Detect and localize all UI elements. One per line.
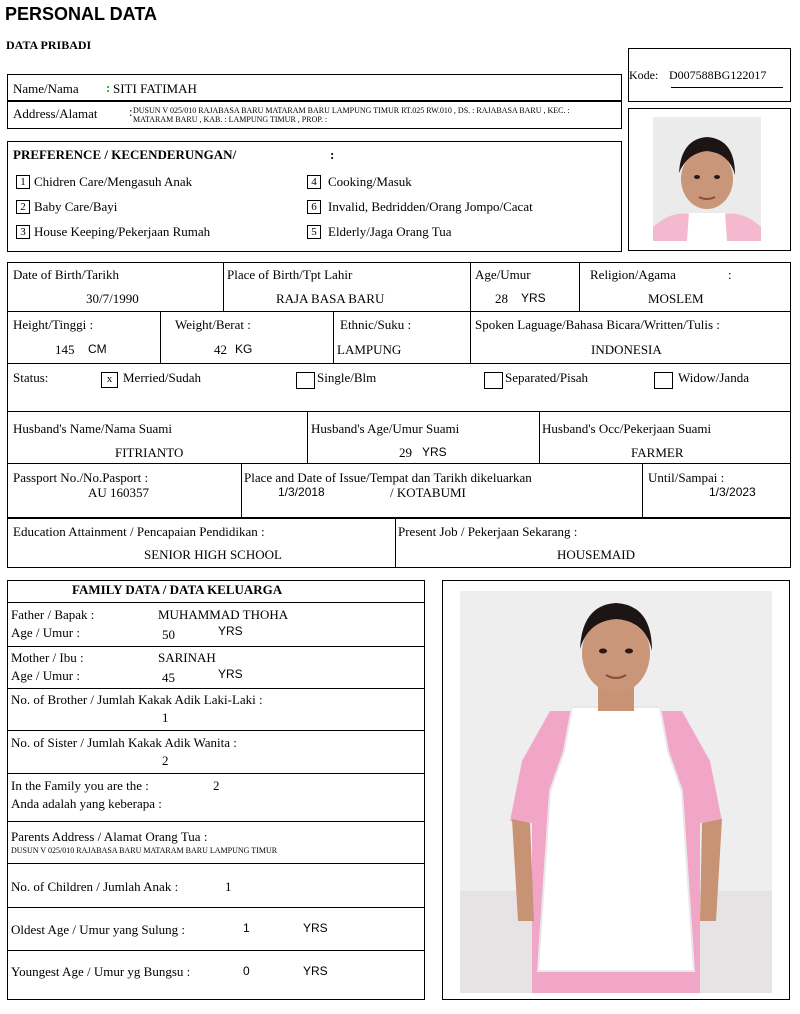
address-value: DUSUN V 025/010 RAJABASA BARU MATARAM BARU LAMPUNG TIMUR RT.025 RW.010 , DS. : RAJABASA BARU , KEC. : MATARAM BARU , KAB. : LAMPUNG TIMUR , PROP. :: [133, 106, 570, 124]
order-value: 2: [213, 778, 220, 793]
height-label: Height/Tinggi :: [13, 317, 94, 332]
mother-value: SARINAH: [158, 650, 216, 665]
until-label: Until/Sampai :: [648, 470, 725, 485]
family-title: FAMILY DATA / DATA KELUARGA: [72, 582, 283, 597]
husband-name-label: Husband's Name/Nama Suami: [13, 421, 173, 436]
code-underline: [671, 87, 783, 88]
preference-title: PREFERENCE / KECENDERUNGAN/: [13, 147, 237, 162]
preference-1-box: 1: [16, 175, 30, 189]
dob-label: Date of Birth/Tarikh: [13, 267, 119, 282]
weight-label: Weight/Berat :: [175, 317, 251, 332]
code-box: [628, 48, 791, 102]
religion-colon: :: [728, 267, 732, 282]
height-unit: CM: [88, 342, 107, 356]
age-value: 28: [495, 291, 508, 306]
height-value: 145: [55, 342, 75, 357]
issue-label: Place and Date of Issue/Tempat dan Tarikh dikeluarkan: [244, 470, 532, 485]
oldest-value: 1: [243, 921, 250, 935]
brother-value: 1: [162, 710, 169, 725]
full-body-image: [460, 591, 772, 993]
full-photo: [460, 591, 772, 993]
children-value: 1: [225, 879, 232, 894]
parents-address-label: Parents Address / Alamat Orang Tua :: [11, 829, 208, 844]
pob-label: Place of Birth/Tpt Lahir: [227, 267, 353, 282]
youngest-unit: YRS: [303, 964, 328, 978]
oldest-label: Oldest Age / Umur yang Sulung :: [11, 922, 186, 937]
education-value: SENIOR HIGH SCHOOL: [144, 547, 282, 562]
preference-6-label: Invalid, Bedridden/Orang Jompo/Cacat: [328, 199, 533, 214]
job-value: HOUSEMAID: [557, 547, 635, 562]
preference-6-box: 6: [307, 200, 321, 214]
oldest-unit: YRS: [303, 921, 328, 935]
issue-place: / KOTABUMI: [390, 485, 466, 500]
status-separated-label: Separated/Pisah: [505, 370, 589, 385]
age-label: Age/Umur: [475, 267, 531, 282]
sister-label: No. of Sister / Jumlah Kakak Adik Wanita :: [11, 735, 237, 750]
youngest-label: Youngest Age / Umur yg Bungsu :: [11, 964, 191, 979]
status-widow-checkbox[interactable]: [654, 372, 673, 389]
job-label: Present Job / Pekerjaan Sekarang :: [398, 524, 578, 539]
husband-age-value: 29: [399, 445, 412, 460]
preference-2-box: 2: [16, 200, 30, 214]
code-label: Kode:: [629, 68, 659, 82]
religion-label: Religion/Agama: [590, 267, 676, 282]
passport-no-label: Passport No./No.Pasport :: [13, 470, 149, 485]
preference-4-box: 4: [307, 175, 321, 189]
language-label: Spoken Laguage/Bahasa Bicara/Written/Tulis :: [475, 317, 720, 332]
small-photo: [653, 117, 761, 241]
husband-age-label: Husband's Age/Umur Suami: [311, 421, 460, 436]
weight-value: 42: [214, 342, 227, 357]
name-label: Name/Nama: [13, 81, 79, 96]
youngest-value: 0: [243, 964, 250, 978]
address-sep: :: [129, 104, 133, 119]
father-label: Father / Bapak :: [11, 607, 95, 622]
code-value: D007588BG122017: [669, 68, 767, 82]
pob-value: RAJA BASA BARU: [276, 291, 385, 306]
preference-2-label: Baby Care/Bayi: [34, 199, 118, 214]
status-separated-checkbox[interactable]: [484, 372, 503, 389]
preference-5-label: Elderly/Jaga Orang Tua: [328, 224, 452, 239]
father-age-value: 50: [162, 627, 175, 642]
husband-occ-label: Husband's Occ/Pekerjaan Suami: [542, 421, 712, 436]
status-married-label: Merried/Sudah: [123, 370, 201, 385]
preference-5-box: 5: [307, 225, 321, 239]
full-photo-frame: [442, 580, 790, 1000]
mother-age-unit: YRS: [218, 667, 243, 681]
sister-value: 2: [162, 753, 169, 768]
husband-name-value: FITRIANTO: [115, 445, 184, 460]
issue-date: 1/3/2018: [278, 485, 325, 499]
passport-no-value: AU 160357: [88, 485, 150, 500]
status-married-checkbox[interactable]: x: [101, 372, 118, 388]
page-title: PERSONAL DATA: [5, 4, 158, 24]
dob-value: 30/7/1990: [86, 291, 139, 306]
father-age-unit: YRS: [218, 624, 243, 638]
ethnic-value: LAMPUNG: [337, 342, 402, 357]
preference-colon: :: [330, 147, 335, 162]
preference-3-label: House Keeping/Pekerjaan Rumah: [34, 224, 211, 239]
religion-value: MOSLEM: [648, 291, 704, 306]
portrait-image: [653, 117, 761, 241]
ethnic-label: Ethnic/Suku :: [340, 317, 412, 332]
address-row: [7, 101, 622, 129]
address-label: Address/Alamat: [13, 106, 98, 121]
father-value: MUHAMMAD THOHA: [158, 607, 289, 622]
page-subtitle: DATA PRIBADI: [6, 38, 92, 52]
education-label: Education Attainment / Pencapaian Pendidikan :: [13, 524, 265, 539]
parents-address-value: DUSUN V 025/010 RAJABASA BARU MATARAM BARU LAMPUNG TIMUR: [11, 846, 278, 855]
language-value: INDONESIA: [591, 342, 662, 357]
name-sep: :: [106, 80, 111, 95]
order-label-2: Anda adalah yang keberapa :: [11, 796, 162, 811]
preference-4-label: Cooking/Masuk: [328, 174, 412, 189]
brother-label: No. of Brother / Jumlah Kakak Adik Laki-Laki :: [11, 692, 263, 707]
education-row: [7, 518, 791, 568]
husband-age-unit: YRS: [422, 445, 447, 459]
preference-1-label: Chidren Care/Mengasuh Anak: [34, 174, 193, 189]
age-unit: YRS: [521, 291, 546, 305]
name-row: [7, 74, 622, 101]
father-age-label: Age / Umur :: [11, 625, 80, 640]
until-value: 1/3/2023: [709, 485, 756, 499]
small-photo-frame: [628, 108, 791, 251]
status-widow-label: Widow/Janda: [678, 370, 749, 385]
husband-occ-value: FARMER: [631, 445, 684, 460]
family-box: [7, 580, 425, 1000]
weight-unit: KG: [235, 342, 253, 356]
preference-3-box: 3: [16, 225, 30, 239]
name-value: SITI FATIMAH: [113, 81, 197, 96]
details-grid: [7, 262, 791, 518]
status-single-checkbox[interactable]: [296, 372, 315, 389]
status-label: Status:: [13, 370, 49, 385]
preference-box: [7, 141, 622, 252]
mother-age-label: Age / Umur :: [11, 668, 80, 683]
mother-age-value: 45: [162, 670, 175, 685]
order-label-1: In the Family you are the :: [11, 778, 149, 793]
mother-label: Mother / Ibu :: [11, 650, 84, 665]
children-label: No. of Children / Jumlah Anak :: [11, 879, 179, 894]
status-single-label: Single/Blm: [317, 370, 377, 385]
